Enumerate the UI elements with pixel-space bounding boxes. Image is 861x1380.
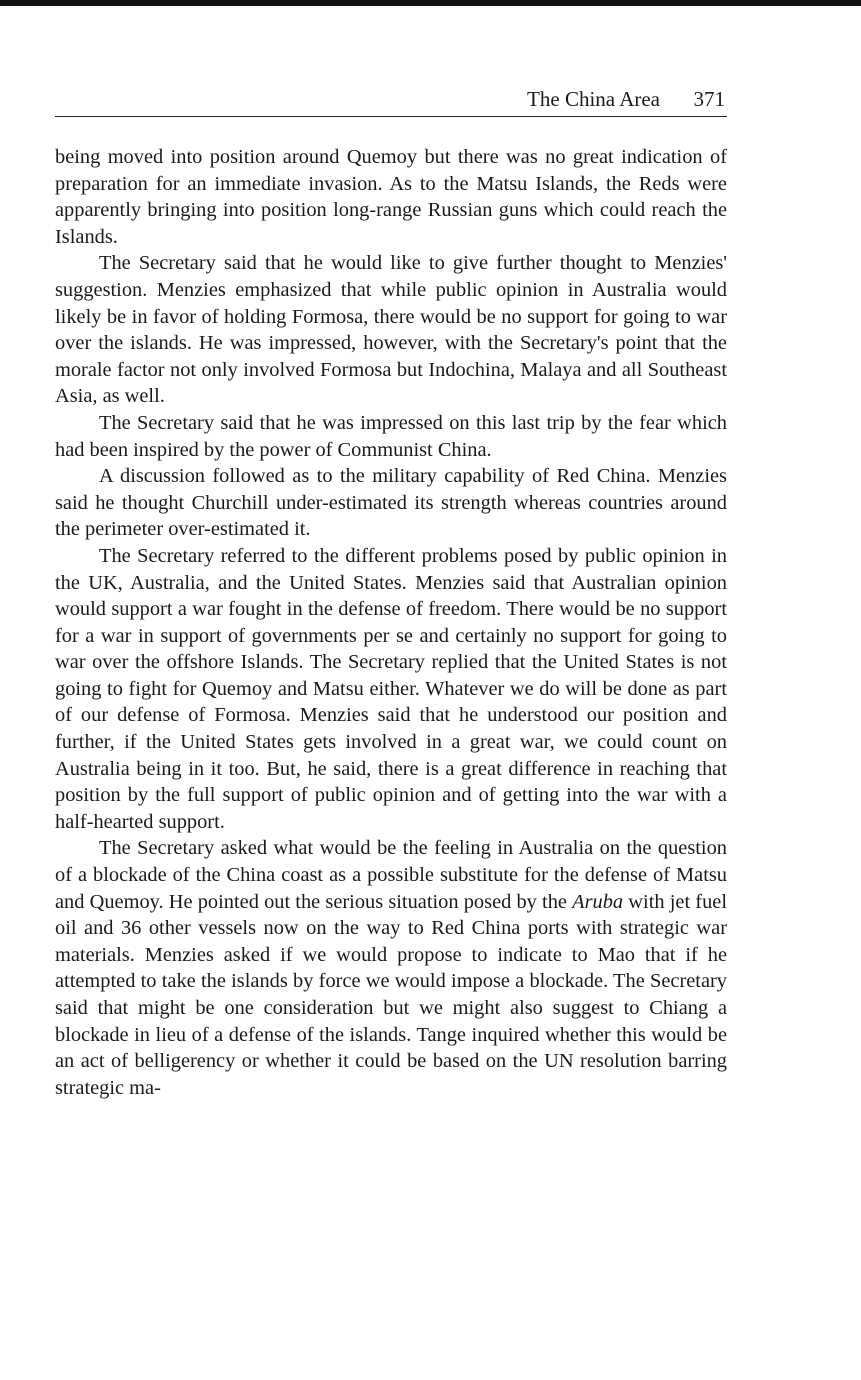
running-header-title: The China Area: [527, 87, 660, 111]
running-header: [55, 86, 727, 117]
page-number: 371: [693, 87, 725, 111]
ship-name-italic: Aruba: [572, 890, 624, 913]
paragraph-1: being moved into position around Quemoy but there was no great indication of preparation for an immediate invasion. As to the Matsu Islands, the Reds were apparently bringing into position long-range Russian guns which could reach the Islands.: [55, 146, 727, 248]
body-text: [55, 144, 727, 1101]
paragraph-3: The Secretary said that he was impressed on this last trip by the fear which had been inspired by the power of Communist China.: [55, 411, 727, 461]
paragraph-2: The Secretary said that he would like to give further thought to Menzies' suggestion. Menzies emphasized that while public opinion in Australia would likely be in favor of holding Formosa, there would be no support for going to war over the islands. He was impressed, however, with the Secretary's point that the morale factor not only involved Formosa but Indochina, Malaya and all Southeast Asia, as well.: [55, 252, 727, 408]
paragraph-6: [55, 835, 727, 1101]
paragraph-5: The Secretary referred to the different problems posed by public opinion in the UK, Australia, and the United States. Menzies said that Australian opinion would support a war fought in the defense of freedom. There would be no support for a war in support of governments per se and certainly no support for going to war over the offshore Islands. The Secretary replied that the United States is not going to fight for Quemoy and Matsu either. Whatever we do will be done as part of our defense of Formosa. Menzies said that he understood our position and further, if the United States gets involved in a great war, we could count on Australia being in it too. But, he said, there is a great difference in reaching that position by the full support of public opinion and of getting into the war with a half-hearted support.: [55, 544, 727, 833]
paragraph-4: A discussion followed as to the military capability of Red China. Menzies said he thought Churchill under-estimated its strength whereas countries around the perimeter over-estimated it.: [55, 465, 727, 541]
page-top-edge: [0, 0, 861, 6]
paragraph-6-part-1: The Secretary asked what would be the feeling in Australia on the question of a blockade of the China coast as a possible substitute for the defense of Matsu and Quemoy. He pointed out the serious situation posed by the: [55, 837, 727, 913]
paragraph-6-part-2: with jet fuel oil and 36 other vessels now on the way to Red China ports with strategic war materials. Menzies asked if we would propose to indicate to Mao that if he attempted to take the islands by force we would impose a blockade. The Secretary said that might be one consideration but we might also suggest to Chiang a blockade in lieu of a defense of the islands. Tange inquired whether this would be an act of belligerency or whether it could be based on the UN resolution barring strategic ma-: [55, 890, 727, 1099]
